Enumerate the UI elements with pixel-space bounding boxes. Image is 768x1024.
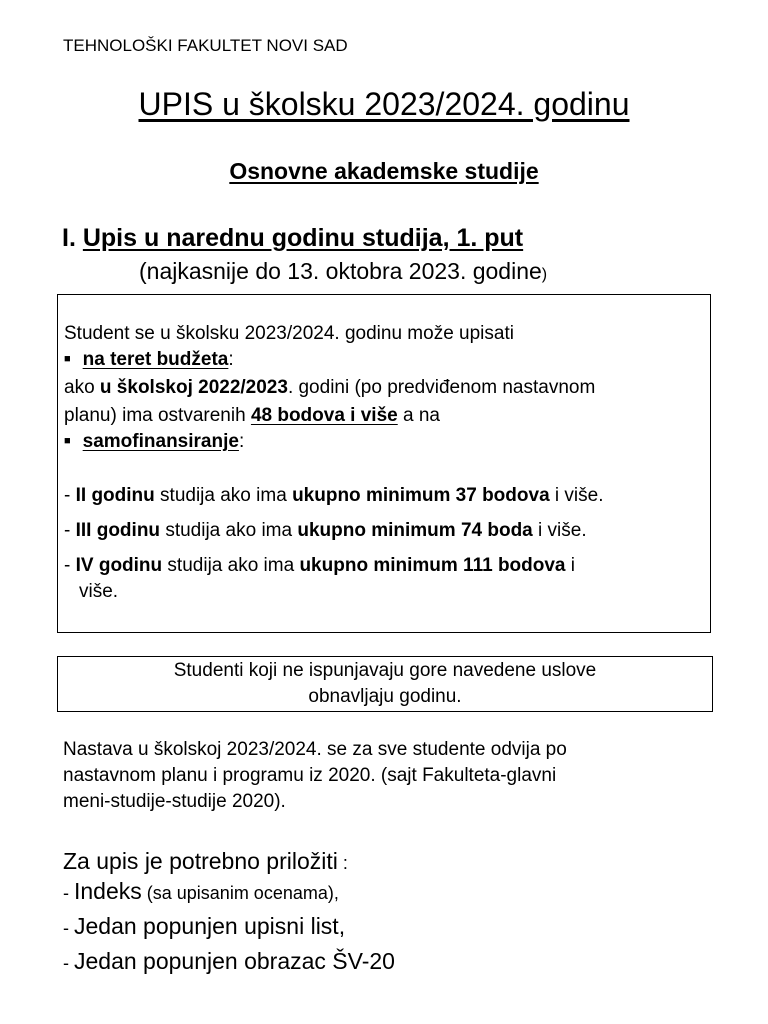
paragraph-line: Nastava u školskoj 2023/2024. se za sve studente odvija po	[63, 739, 567, 760]
bullet-icon: ■	[64, 353, 71, 365]
self-financing-colon: :	[238, 431, 245, 452]
budget-points-line	[64, 405, 440, 427]
paragraph-line: nastavnom planu i programu iz 2020. (sajt Fakulteta-glavni	[63, 765, 557, 786]
item-year: IV godinu	[75, 555, 163, 576]
requirement-main: Jedan popunjen upisni list,	[74, 913, 346, 939]
budget-points-a: planu) ima ostvarenih	[64, 405, 251, 426]
budget-condition-c: . godini (po predviđenom nastavnom	[287, 377, 596, 398]
document-title-text: UPIS u školsku 2023/2024. godinu	[138, 86, 630, 122]
repeat-notice-line2: obnavljaju godinu.	[308, 686, 462, 707]
item-requirement: ukupno minimum 111 bodova	[299, 555, 566, 576]
item-dash: -	[63, 953, 74, 973]
requirement-note: (sa upisanim ocenama),	[141, 883, 339, 903]
faculty-name: TEHNOLOŠKI FAKULTET NOVI SAD	[63, 36, 348, 55]
repeat-notice-line1: Studenti koji ne ispunjavaju gore navedene uslove	[173, 660, 597, 681]
budget-points-value: 48 bodova i više	[250, 405, 398, 426]
budget-condition-year: u školskoj 2022/2023	[99, 377, 288, 398]
self-financing-label: samofinansiranje	[82, 431, 239, 452]
item-year: III godinu	[75, 520, 161, 541]
year-requirement-item	[64, 520, 587, 542]
budget-points-c: a na	[397, 405, 440, 426]
item-requirement: ukupno minimum 74 boda	[297, 520, 533, 541]
year-requirement-item	[64, 485, 604, 507]
paragraph-line: meni-studije-studije 2020).	[63, 791, 286, 812]
bullet-icon: ■	[64, 435, 71, 447]
item-dash: -	[64, 485, 76, 506]
item-mid: studija ako ima	[154, 485, 293, 506]
section-heading	[62, 224, 523, 253]
requirement-item	[63, 913, 345, 940]
item-requirement: ukupno minimum 37 bodova	[292, 485, 550, 506]
item-end: i	[565, 555, 575, 576]
item-mid: studija ako ima	[160, 520, 298, 541]
self-financing-line	[64, 431, 244, 453]
item-dash: -	[64, 520, 76, 541]
item-dash: -	[63, 918, 74, 938]
item-end: i više.	[549, 485, 604, 506]
requirement-item	[63, 948, 395, 975]
document-subtitle-text: Osnovne akademske studije	[229, 158, 539, 184]
requirement-main: Indeks	[74, 878, 142, 904]
budget-label: na teret budžeta	[82, 349, 229, 370]
budget-colon: :	[228, 349, 234, 370]
requirement-main: Jedan popunjen obrazac ŠV-20	[74, 948, 395, 974]
item-year: II godinu	[75, 485, 155, 506]
requirements-title-text: Za upis je potrebno priložiti	[63, 848, 338, 874]
budget-condition-a: ako	[64, 377, 100, 398]
enrollment-conditions-box	[57, 294, 711, 633]
repeat-year-notice	[57, 656, 713, 712]
budget-condition-line	[64, 377, 595, 399]
deadline-text: (najkasnije do 13. oktobra 2023. godine	[139, 258, 542, 284]
document-subtitle	[0, 158, 768, 185]
item-dash: -	[64, 555, 76, 576]
item-dash: -	[63, 883, 74, 903]
item-end: i više.	[532, 520, 587, 541]
item-mid: studija ako ima	[162, 555, 300, 576]
deadline-close: )	[541, 266, 548, 283]
requirements-title	[63, 848, 348, 875]
section-title: Upis u narednu godinu studija, 1. put	[82, 224, 524, 252]
budget-line	[64, 349, 234, 371]
year-requirement-item-continuation: više.	[79, 581, 119, 602]
section-number: I.	[62, 224, 76, 252]
requirements-title-colon: :	[337, 853, 348, 873]
deadline-note	[139, 258, 547, 285]
document-title	[0, 86, 768, 123]
requirement-item	[63, 878, 339, 905]
conditions-intro: Student se u školsku 2023/2024. godinu može upisati	[64, 323, 514, 344]
year-requirement-item	[64, 555, 575, 577]
curriculum-paragraph	[63, 737, 567, 815]
